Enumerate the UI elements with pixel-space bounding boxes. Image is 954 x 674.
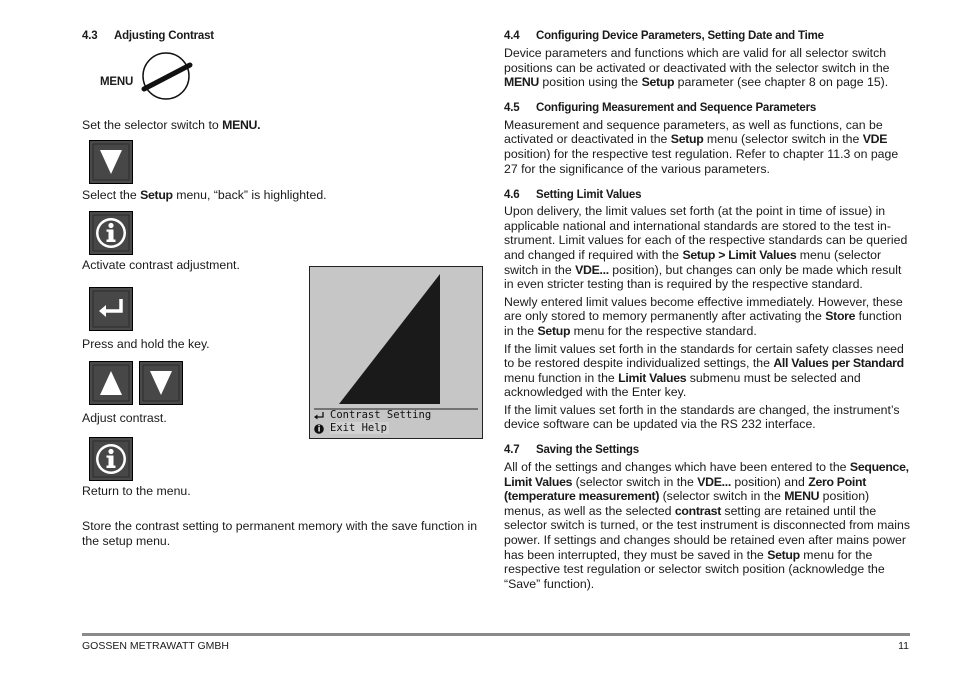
- info-icon: [90, 438, 132, 480]
- dial-switch-icon: [138, 50, 194, 102]
- up-arrow-icon: [90, 362, 132, 404]
- lcd-line-contrast-setting: Contrast Setting: [330, 409, 432, 421]
- info-icon: [90, 212, 132, 254]
- closing-instruction: Store the contrast setting to permanent memory with the save function in the setup menu.: [82, 519, 478, 548]
- footer-company: GOSSEN METRAWATT GMBH: [82, 640, 230, 652]
- section-number: 4.3: [82, 30, 98, 42]
- enter-key-button[interactable]: [89, 287, 133, 331]
- step-select-switch: Set the selector switch to MENU.: [82, 118, 261, 132]
- section-4-7-text: All of the settings and changes which have been entered to the Sequence, Limit Values (selector switch in the VDE... position) and Zero Point (temperature measurement) (selector switch in the MENU position) menus, as well as the selected contrast setting are retained until the selector switch is turned, or the test instrument is disconnected from mains power. If settings and changes should be retained even after mains power has been interrupted, they must be saved in the Setup menu for the respective test regulation or selector switch position (acknowledge the “Save” function).: [504, 460, 910, 591]
- up-key-button[interactable]: [89, 361, 133, 405]
- section-4-6-para-4: If the limit values set forth in the standards are changed, the instrument’s device software can be updated via the RS 232 interface.: [504, 402, 900, 432]
- step-return-menu: Return to the menu.: [82, 484, 191, 498]
- down-key-button[interactable]: [89, 140, 133, 184]
- lcd-line-exit-help: Exit Help: [330, 422, 387, 434]
- step-adjust-contrast: Adjust contrast.: [82, 411, 167, 425]
- page-number: 11: [898, 640, 909, 652]
- section-heading-4-5: 4.5 Configuring Measurement and Sequence Parameters: [504, 101, 817, 114]
- section-heading-4-7: 4.7 Saving the Settings: [504, 444, 639, 457]
- right-column: [504, 30, 910, 591]
- section-4-6-para-3: If the limit values set forth in the standards for certain safety classes need to be restored despite individualized settings, the All Values per Standard menu function in the Limit Values submenu must be selected and acknowledged with the Enter key.: [504, 341, 904, 400]
- dial-label: MENU: [100, 76, 134, 88]
- section-4-4-text: Device parameters and functions which are valid for all selector switch positions can be activated or deactivated with the selector switch in the MENU position using the Setup parameter (see chapter 8 on page 15).: [504, 46, 890, 90]
- down-key-button-2[interactable]: [139, 361, 183, 405]
- enter-icon: [90, 288, 132, 330]
- section-heading-4-4: 4.4 Configuring Device Parameters, Setting Date and Time: [504, 30, 824, 42]
- section-4-5-text: Measurement and sequence parameters, as well as functions, can be activated or deactivated in the Setup menu (selector switch in the VDE position) for the respective test regulation. Refer to chapter 11.3 on page 27 for the significance of the various parameters.: [504, 117, 899, 176]
- section-4-6-para-2: Newly entered limit values become effective immediately. However, these are only stored to memory permanently after activating the Store function in the Setup menu for the respective standard.: [504, 294, 903, 338]
- section-4-6-para-1: Upon delivery, the limit values set forth (at the point in time of issue) in applicable national and international standards are stored to the test instrument. Limit values for each of the respective standards can be queried and changed if required with the Setup > Limit Values menu (selector switch in the VDE... position), but changes can only be made which result in even stricter testing than is required by the respective standard.: [504, 204, 908, 292]
- lcd-display: [309, 266, 483, 439]
- down-arrow-icon: [90, 141, 132, 183]
- step-activate-contrast: Activate contrast adjustment.: [82, 258, 240, 272]
- footer-rule: [82, 633, 910, 636]
- step-select-setup: Select the Setup menu, “back” is highlighted.: [82, 188, 327, 202]
- info-key-button-2[interactable]: [89, 437, 133, 481]
- down-arrow-icon: [140, 362, 182, 404]
- section-heading-4-6: 4.6 Setting Limit Values: [504, 189, 642, 202]
- info-key-button[interactable]: [89, 211, 133, 255]
- step-press-hold: Press and hold the key.: [82, 337, 210, 351]
- section-heading-4-3: [82, 30, 214, 42]
- section-title: Adjusting Contrast: [114, 30, 214, 42]
